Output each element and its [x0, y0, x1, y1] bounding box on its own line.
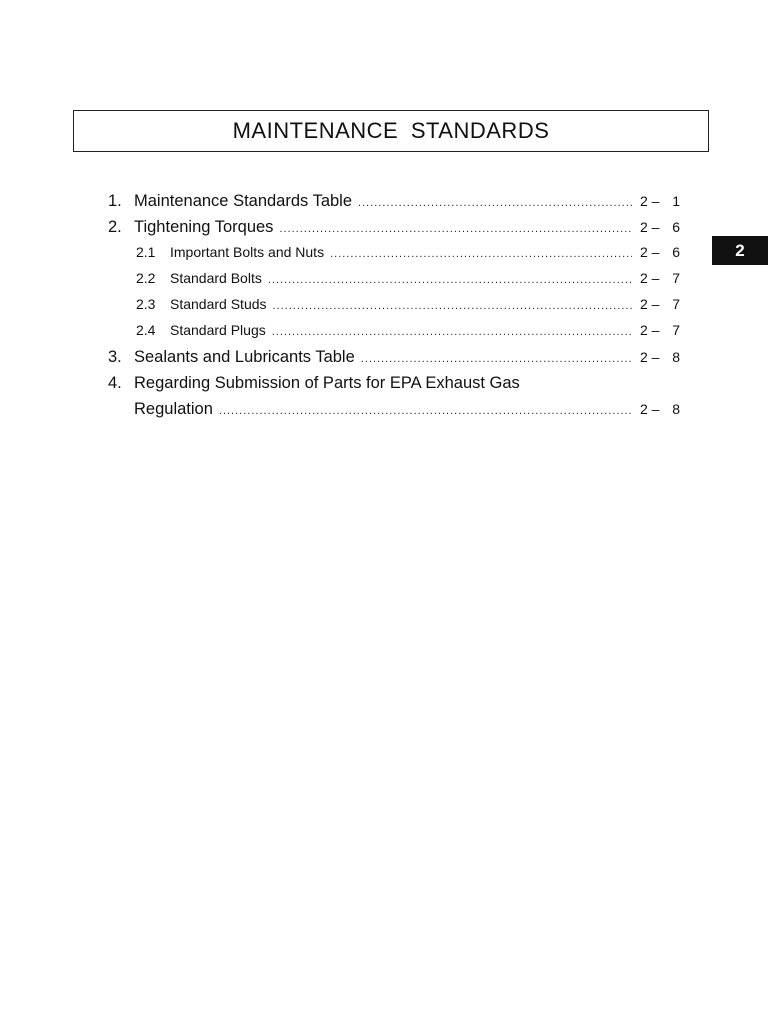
toc-entry-label: Sealants and Lubricants Table — [134, 348, 355, 366]
toc-page-prefix: 2 – — [640, 296, 660, 312]
table-of-contents — [108, 192, 680, 426]
toc-page-number: 7 — [672, 296, 680, 312]
toc-entry-number: 2. — [108, 218, 122, 236]
toc-entry-number: 2.2 — [136, 270, 156, 286]
toc-entry-3[interactable] — [108, 348, 680, 374]
toc-entry-2[interactable] — [108, 218, 680, 244]
toc-leader-dots — [272, 326, 632, 338]
toc-entry-2-4[interactable] — [108, 322, 680, 348]
toc-leader-dots — [361, 353, 632, 365]
toc-leader-dots — [330, 248, 632, 260]
toc-page-prefix: 2 – — [640, 349, 660, 365]
toc-entry-number: 4. — [108, 374, 122, 392]
toc-page-number: 8 — [672, 349, 680, 365]
toc-entry-number: 1. — [108, 192, 122, 210]
toc-leader-dots — [358, 197, 632, 209]
toc-page-prefix: 2 – — [640, 219, 660, 235]
toc-entry-label: Tightening Torques — [134, 218, 274, 236]
toc-entry-4[interactable] — [108, 374, 680, 400]
title-box — [73, 110, 709, 152]
toc-page-prefix: 2 – — [640, 322, 660, 338]
toc-page-number: 8 — [672, 401, 680, 417]
toc-entry-2-3[interactable] — [108, 296, 680, 322]
toc-page-prefix: 2 – — [640, 244, 660, 260]
page-title: MAINTENANCE STANDARDS — [232, 118, 550, 143]
toc-entry-label: Standard Bolts — [170, 270, 262, 286]
toc-entry-label: Regarding Submission of Parts for EPA Exhaust Gas — [134, 374, 520, 392]
toc-page-number: 7 — [672, 322, 680, 338]
toc-entry-label-continuation: Regulation — [134, 400, 213, 418]
toc-entry-2-1[interactable] — [108, 244, 680, 270]
toc-entry-1[interactable] — [108, 192, 680, 218]
toc-entry-number: 3. — [108, 348, 122, 366]
toc-entry-number: 2.3 — [136, 296, 156, 312]
chapter-tab: 2 — [712, 236, 768, 265]
toc-page-prefix: 2 – — [640, 193, 660, 209]
toc-page-number: 1 — [672, 193, 680, 209]
toc-page-prefix: 2 – — [640, 401, 660, 417]
toc-entry-number: 2.1 — [136, 244, 156, 260]
toc-page-prefix: 2 – — [640, 270, 660, 286]
toc-page-number: 6 — [672, 244, 680, 260]
toc-leader-dots — [279, 223, 632, 235]
toc-entry-4-continuation[interactable] — [108, 400, 680, 426]
toc-entry-label: Maintenance Standards Table — [134, 192, 353, 210]
toc-leader-dots — [273, 300, 632, 312]
toc-entry-label: Standard Studs — [170, 296, 267, 312]
toc-page-number: 6 — [672, 219, 680, 235]
toc-entry-label: Important Bolts and Nuts — [170, 244, 325, 260]
toc-entry-number: 2.4 — [136, 322, 156, 338]
toc-entry-2-2[interactable] — [108, 270, 680, 296]
toc-leader-dots — [219, 405, 632, 417]
toc-leader-dots — [268, 274, 632, 286]
toc-page-number: 7 — [672, 270, 680, 286]
toc-entry-label: Standard Plugs — [170, 322, 266, 338]
